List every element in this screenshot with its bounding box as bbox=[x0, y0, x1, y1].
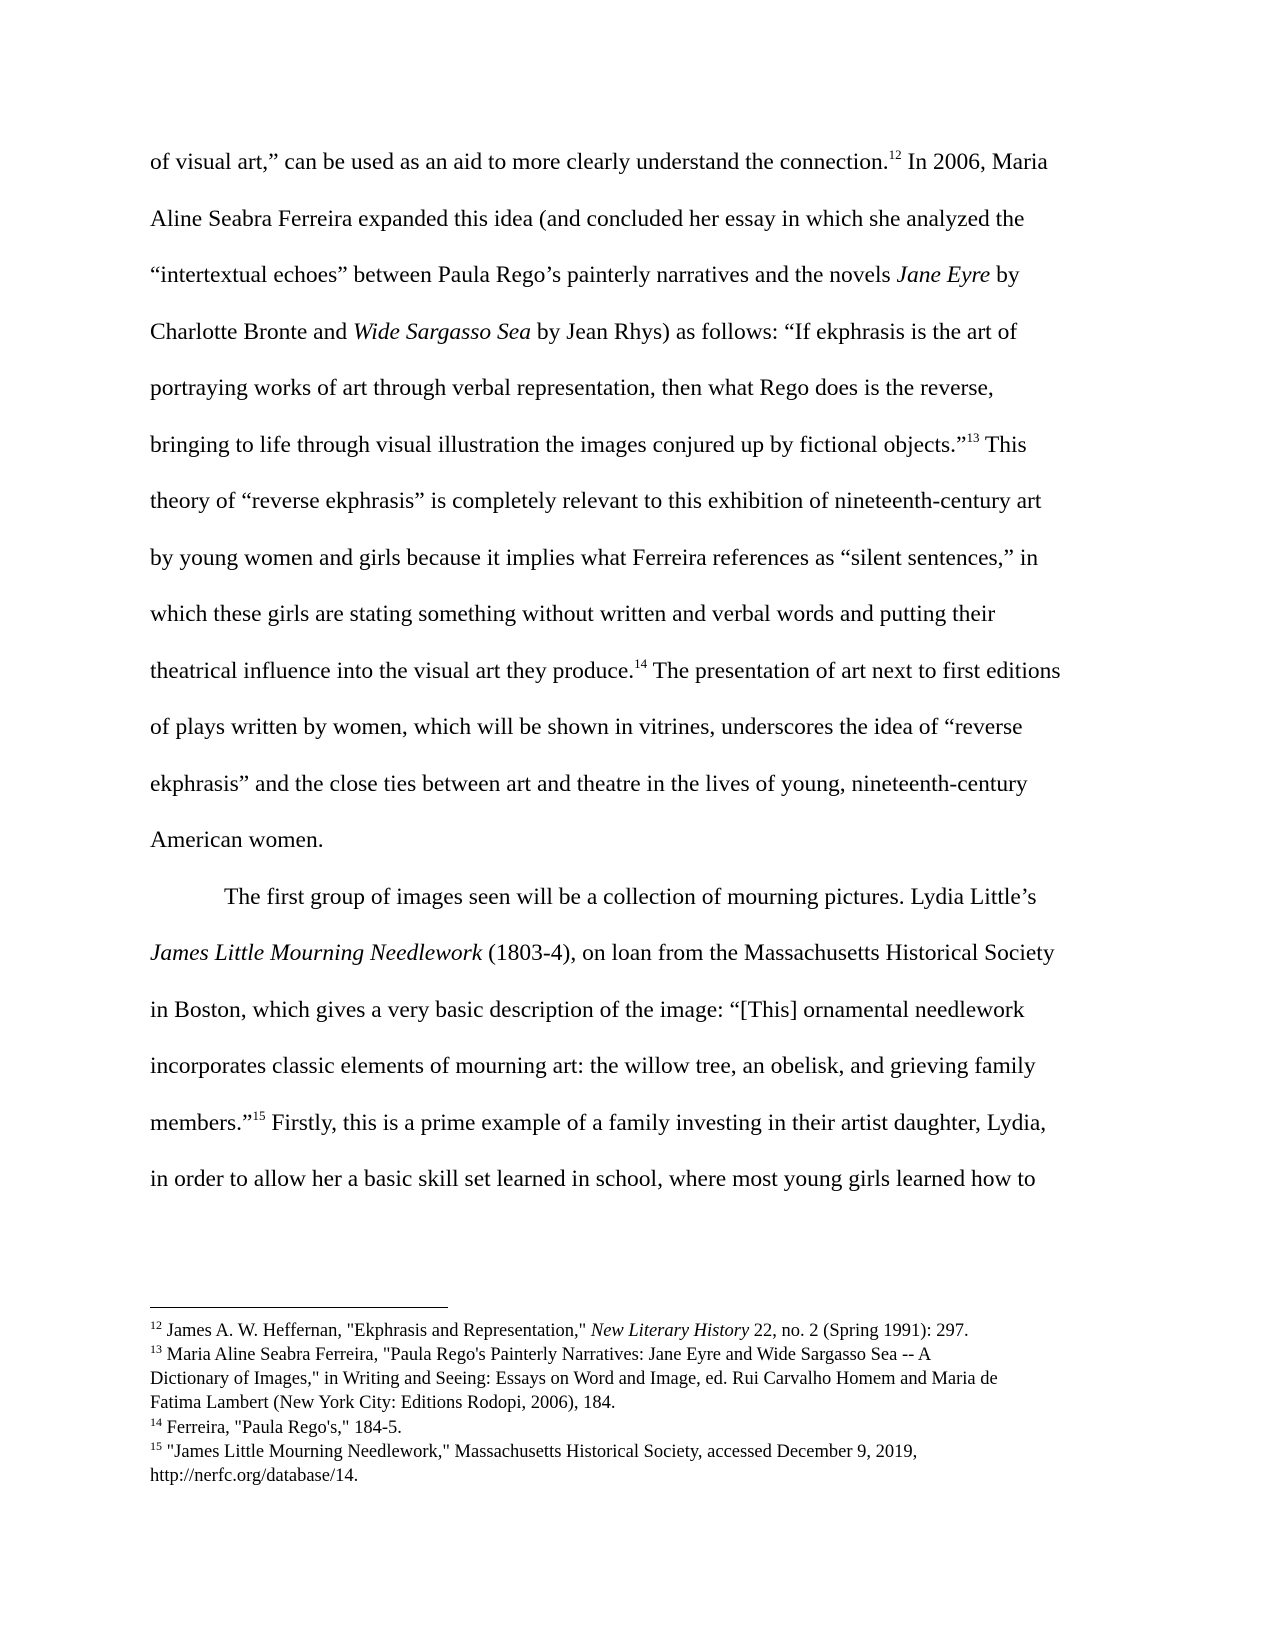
body-line: theatrical influence into the visual art they produce.$^{14}$ The presentation of art next to first editions bbox=[150, 656, 1061, 684]
footnote-13-cont: Fatima Lambert (New York City: Editions Rodopi, 2006), 184. bbox=[150, 1393, 616, 1413]
body-line: bringing to life through visual illustration the images conjured up by fictional objects.”$^{13}$ This bbox=[150, 430, 1027, 458]
footnote-ref[interactable]: 14 bbox=[634, 656, 648, 671]
journal-title: New Literary History bbox=[590, 1321, 750, 1341]
body-line: Charlotte Bronte and Wide Sargasso Sea by Jean Rhys) as follows: “If ekphrasis is the art of bbox=[150, 319, 1018, 345]
footnote-13-cont: Dictionary of Images," in Writing and Seeing: Essays on Word and Image, ed. Rui Carvalho Homem and Maria de bbox=[150, 1369, 998, 1389]
footnote-ref[interactable]: 13 bbox=[966, 430, 980, 445]
body-line: in order to allow her a basic skill set learned in school, where most young girls learned how to bbox=[150, 1166, 1036, 1192]
footnote-14: $^{14}$ Ferreira, "Paula Rego's," 184-5. bbox=[150, 1415, 402, 1438]
footnote-15: $^{15}$ "James Little Mourning Needlework," Massachusetts Historical Society, accessed December 9, 2019, bbox=[150, 1439, 918, 1462]
body-line: portraying works of art through verbal representation, then what Rego does is the reverse, bbox=[150, 375, 994, 401]
body-line: The first group of images seen will be a collection of mourning pictures. Lydia Little’s bbox=[224, 884, 1037, 910]
footnote-separator bbox=[150, 1307, 448, 1308]
body-line: which these girls are stating something without written and verbal words and putting their bbox=[150, 601, 996, 627]
body-line: of plays written by women, which will be shown in vitrines, underscores the idea of “reverse bbox=[150, 714, 1023, 740]
body-line: American women. bbox=[150, 827, 324, 853]
artwork-title: James Little Mourning Needlework bbox=[150, 940, 483, 966]
body-line: of visual art,” can be used as an aid to more clearly understand the connection.$^{12}$ In 2006, Maria bbox=[150, 147, 1048, 175]
body-line: ekphrasis” and the close ties between art and theatre in the lives of young, nineteenth-century bbox=[150, 771, 1028, 797]
book-title: Jane Eyre bbox=[896, 262, 991, 288]
footnote-ref[interactable]: 15 bbox=[252, 1108, 266, 1123]
footnote-15-url[interactable]: http://nerfc.org/database/14. bbox=[150, 1466, 359, 1486]
body-line: incorporates classic elements of mourning art: the willow tree, an obelisk, and grieving family bbox=[150, 1053, 1036, 1079]
body-line: Aline Seabra Ferreira expanded this idea (and concluded her essay in which she analyzed the bbox=[150, 206, 1025, 232]
footnote-ref[interactable]: 12 bbox=[888, 147, 902, 162]
body-line: theory of “reverse ekphrasis” is completely relevant to this exhibition of nineteenth-century art bbox=[150, 488, 1042, 514]
body-line: James Little Mourning Needlework (1803-4), on loan from the Massachusetts Historical Society bbox=[150, 940, 1055, 966]
body-line: in Boston, which gives a very basic description of the image: “[This] ornamental needlework bbox=[150, 997, 1025, 1023]
body-line: “intertextual echoes” between Paula Rego’s painterly narratives and the novels Jane Eyre by bbox=[150, 262, 1020, 288]
book-title: Wide Sargasso Sea bbox=[352, 319, 531, 345]
footnote-12: $^{12}$ James A. W. Heffernan, "Ekphrasis and Representation," New Literary History 22, no. 2 (Spring 1991): 297. bbox=[150, 1318, 969, 1341]
body-line: members.”$^{15}$ Firstly, this is a prime example of a family investing in their artist daughter, Lydia, bbox=[150, 1108, 1047, 1136]
body-line: by young women and girls because it implies what Ferreira references as “silent sentences,” in bbox=[150, 545, 1039, 571]
footnote-13: $^{13}$ Maria Aline Seabra Ferreira, "Paula Rego's Painterly Narratives: Jane Eyre and Wide Sargasso Sea -- A bbox=[150, 1342, 932, 1365]
